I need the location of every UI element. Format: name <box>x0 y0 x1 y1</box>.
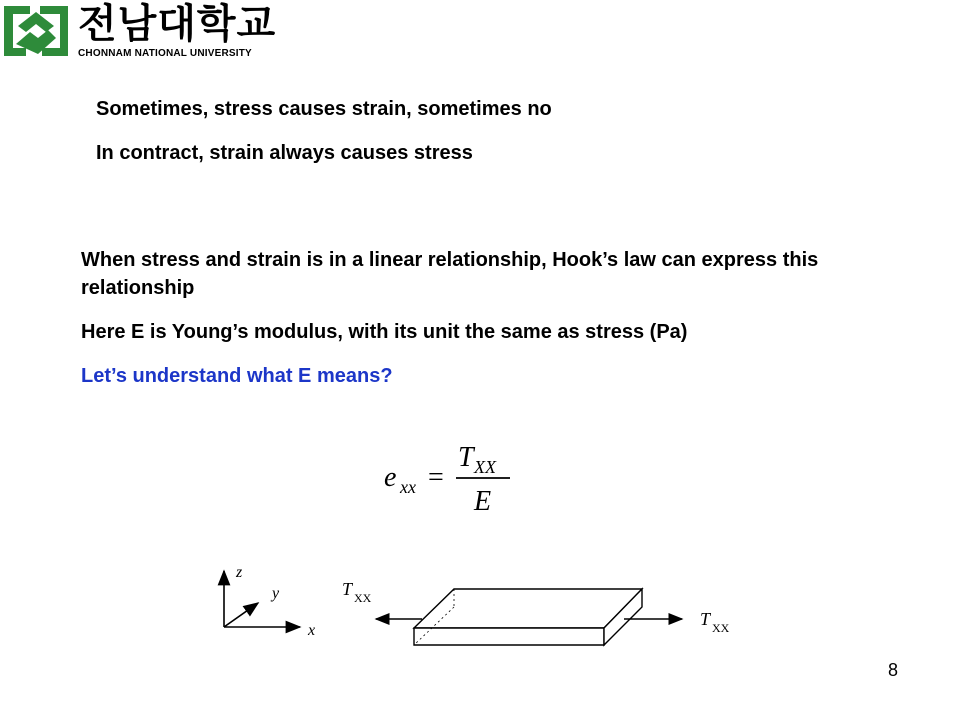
formula-equals: = <box>428 462 444 493</box>
plate-top-face <box>414 589 642 628</box>
text-line-2: In contract, strain always causes stress <box>96 142 473 164</box>
plate <box>414 589 642 645</box>
plate-front-face <box>414 628 604 645</box>
formula-denominator: E <box>474 486 492 517</box>
university-logo <box>0 0 300 70</box>
y-axis-label: y <box>272 585 280 602</box>
formula-numerator-subscript: XX <box>474 457 496 477</box>
y-axis <box>224 603 258 627</box>
text-line-4: Here E is Young’s modulus, with its unit the same as stress (Pa) <box>81 321 688 343</box>
logo-english-name: CHONNAM NATIONAL UNIVERSITY <box>78 48 252 59</box>
text-line-1: Sometimes, stress causes strain, sometimes no <box>96 98 552 120</box>
logo-korean-name: 전남대학교 <box>78 1 277 47</box>
tension-plate-diagram <box>200 555 760 665</box>
university-emblem-icon <box>2 2 72 64</box>
x-axis-label: x <box>308 622 316 639</box>
page-number: 8 <box>888 660 899 680</box>
right-force <box>624 609 730 635</box>
text-line-3: When stress and strain is in a linear relationship, Hook’s law can express this relationship <box>81 249 819 299</box>
left-force-subscript: XX <box>354 591 372 605</box>
left-force-label: T <box>342 579 353 599</box>
formula-lhs-subscript: xx <box>400 477 416 497</box>
coordinate-axes <box>224 564 315 639</box>
formula-lhs: e <box>384 462 397 493</box>
left-force <box>342 579 422 619</box>
right-force-subscript: XX <box>712 621 730 635</box>
text-line-5-highlight: Let’s understand what E means? <box>81 365 393 387</box>
formula-numerator: T <box>458 442 474 473</box>
right-force-label: T <box>700 609 711 629</box>
hooke-law-formula <box>370 430 530 520</box>
z-axis-label: z <box>236 564 243 581</box>
